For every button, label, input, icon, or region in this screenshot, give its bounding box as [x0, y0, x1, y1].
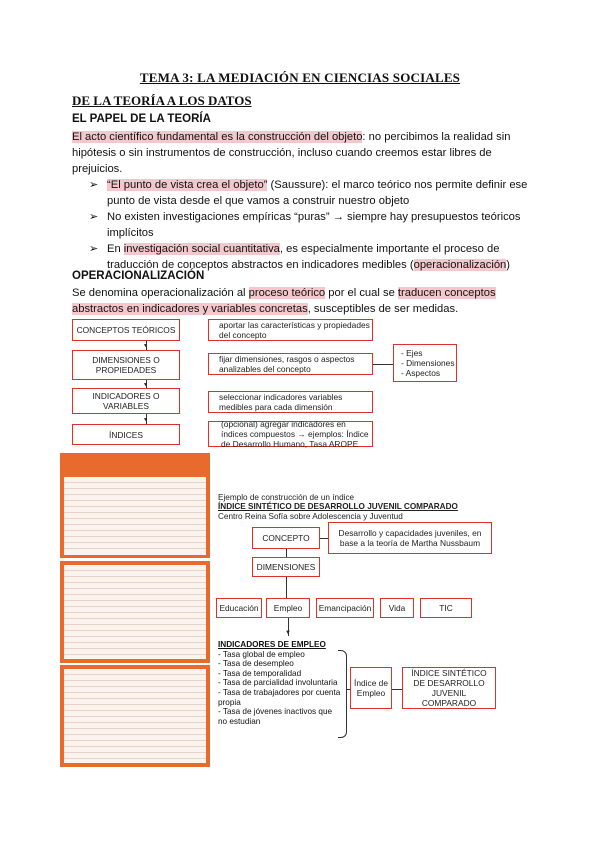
dimension-education: Educación	[216, 598, 262, 618]
table-thumbnail	[64, 565, 206, 659]
example-connector	[286, 549, 287, 557]
example-table-image-3	[60, 665, 210, 767]
flow-desc-indicators: seleccionar indicadores variables medibles para cada dimensión	[208, 391, 373, 413]
page-subtitle: DE LA TEORÍA A LOS DATOS	[72, 93, 252, 108]
example-source: Centro Reina Sofía sobre Adolescencia y Juventud	[218, 512, 403, 521]
indicators-title: INDICADORES DE EMPLEO	[218, 640, 326, 649]
example-concept-desc: Desarrollo y capacidades juveniles, en base a la teoría de Martha Nussbaum	[328, 522, 492, 554]
example-table-image-2	[60, 561, 210, 663]
flow-desc-dimensions: fijar dimensiones, rasgos o aspectos analizables del concepto	[208, 353, 373, 375]
bullet-text: )	[506, 259, 510, 271]
bullet-text: punto de vista desde el que vamos a construir nuestro objeto	[107, 195, 410, 207]
example-concept-box: CONCEPTO	[252, 527, 320, 549]
bullet-highlight: operacionalización	[413, 259, 507, 271]
indicator-item: - Tasa de trabajadores por cuenta propia	[218, 687, 341, 707]
bullet-text: , es especialmente importante el proceso de	[279, 243, 500, 255]
operationalization-definition	[72, 285, 552, 317]
arrow-bullet-icon: ➢	[89, 179, 99, 191]
final-index-box: ÍNDICE SINTÉTICO DE DESARROLLO JUVENIL COMPARADO	[402, 667, 496, 709]
example-index-name: ÍNDICE SINTÉTICO DE DESARROLLO JUVENIL COMPARADO	[218, 502, 458, 511]
bullet-item	[85, 241, 545, 273]
flow-step-concepts: CONCEPTOS TEÓRICOS	[72, 319, 180, 341]
indicator-item: - Tasa global de empleo	[218, 649, 305, 659]
flow-step-dimensions: DIMENSIONES O PROPIEDADES	[72, 350, 180, 380]
bullet-text: (Saussure): el marco teórico nos permite definir ese	[267, 179, 528, 191]
def-highlight: proceso teórico	[248, 287, 326, 299]
flow-connector	[373, 364, 393, 365]
flow-desc-indices: (opcional) agregar indicadores en índices compuestos → ejemplos: Índice de Desarrollo Humano, Tasa AROPE	[208, 421, 373, 447]
aspects-box	[393, 344, 457, 382]
indicator-item: - Tasa de jóvenes inactivos que no estudian	[218, 707, 333, 726]
example-caption: Ejemplo de construcción de un índice	[218, 493, 355, 502]
bullet-highlight: investigación social cuantitativa	[123, 243, 280, 255]
indicator-item: - Tasa de temporalidad	[218, 668, 302, 678]
arrow-bullet-icon: ➢	[89, 211, 99, 223]
indicators-brace	[338, 650, 347, 738]
intro-highlight: El acto científico fundamental es la construcción del objeto	[72, 131, 363, 143]
employment-indicators	[218, 640, 343, 726]
bullet-text: No existen investigaciones empíricas “puras” → siempre hay presupuestos teóricos	[107, 211, 521, 223]
intro-text-2: hipótesis o sin instrumentos de construcción, incluso cuando creemos estar libres de	[72, 147, 492, 159]
section-heading-operationalization: OPERACIONALIZACIÓN	[72, 270, 205, 282]
example-connector	[392, 689, 402, 690]
example-table-image-1	[60, 453, 210, 558]
def-text: , susceptibles de ser medidas.	[307, 303, 459, 315]
aspect-item: - Ejes	[401, 348, 423, 358]
bullet-text: En	[107, 243, 124, 255]
aspect-item: - Dimensiones	[401, 358, 455, 368]
dimension-tic: TIC	[420, 598, 472, 618]
example-connector	[286, 577, 287, 598]
table-thumbnail	[64, 477, 206, 555]
theory-intro	[72, 129, 542, 177]
flow-desc-concepts: aportar las características y propiedades del concepto	[208, 319, 373, 341]
indicator-item: - Tasa de parcialidad involuntaria	[218, 678, 338, 688]
theory-bullets	[85, 177, 545, 273]
intro-text-3: prejuicios.	[72, 163, 123, 175]
dimension-employment: Empleo	[266, 598, 310, 618]
def-text: Se denomina operacionalización al	[72, 287, 249, 299]
dimension-life: Vida	[380, 598, 414, 618]
page-title: TEMA 3: LA MEDIACIÓN EN CIENCIAS SOCIALES	[139, 70, 461, 85]
arrow-down-icon: ▼	[285, 630, 291, 636]
table-thumbnail	[64, 669, 206, 763]
bullet-item	[85, 177, 545, 209]
def-highlight: traducen conceptos	[397, 287, 496, 299]
bullet-text: implícitos	[107, 227, 154, 239]
arrow-down-icon: ▼	[143, 343, 148, 349]
bullet-text: traducción de conceptos abstractos en indicadores medibles (	[107, 259, 414, 271]
section-heading-theory: EL PAPEL DE LA TEORÍA	[72, 113, 211, 125]
def-text: por el cual se	[325, 287, 398, 299]
def-highlight: abstractos en indicadores y variables concretas	[72, 303, 308, 315]
example-dimensions-box: DIMENSIONES	[252, 557, 320, 577]
example-connector	[320, 538, 328, 539]
intro-text: : no percibimos la realidad sin	[362, 131, 511, 143]
arrow-bullet-icon: ➢	[89, 243, 99, 255]
arrow-down-icon: ▼	[143, 382, 148, 388]
employment-index-box: Índice de Empleo	[350, 667, 392, 709]
arrow-down-icon: ▼	[143, 417, 148, 423]
aspect-item: - Aspectos	[401, 368, 441, 378]
dimension-emancipation: Emancipación	[316, 598, 374, 618]
flow-step-indicators: INDICADORES O VARIABLES	[72, 388, 180, 414]
indicator-item: - Tasa de desempleo	[218, 659, 294, 669]
flow-step-indices: ÍNDICES	[72, 424, 180, 445]
bullet-item	[85, 209, 545, 241]
bullet-quote: “El punto de vista crea el objeto”	[107, 179, 268, 191]
